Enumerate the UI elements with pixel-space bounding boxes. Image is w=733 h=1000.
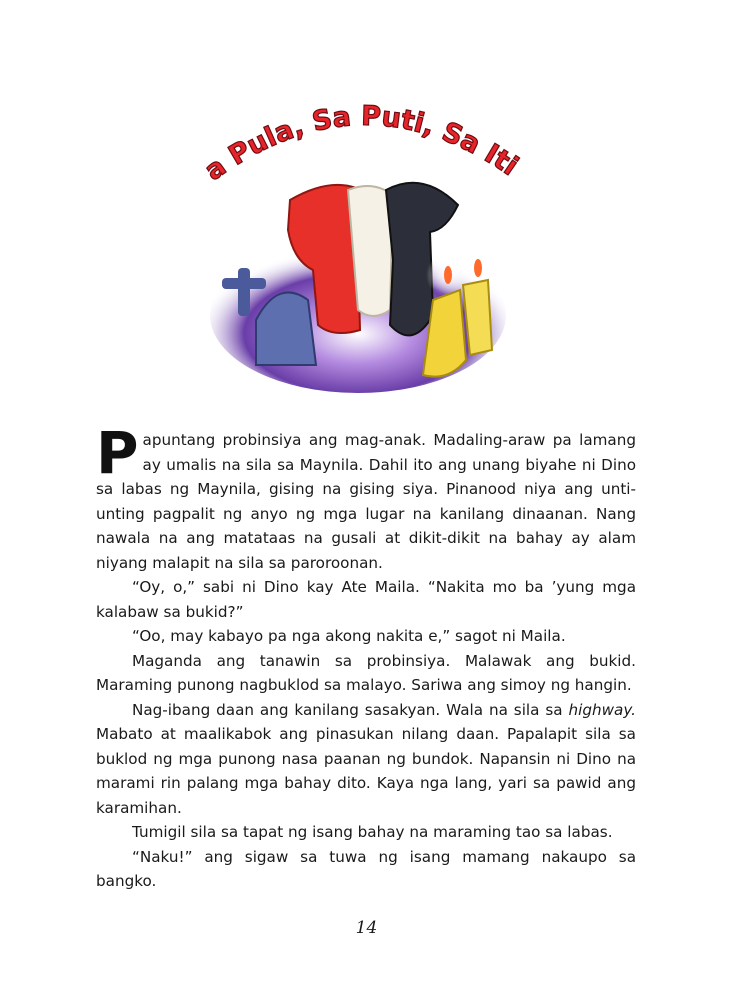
paragraph-text: Maganda ang tanawin sa probinsiya. Malawak ang bukid. Maraming punong nagbuklod sa malayo. Sariwa ang simoy ng hangin. [96, 651, 636, 694]
paragraph [96, 820, 636, 845]
paragraph-text: apuntang probinsiya ang mag-anak. Madaling-araw pa lamang ay umalis na sila sa Maynila. Dahil ito ang unang biyahe ni Dino sa labas ng Maynila, gising na gising siya. Pinanood niya ang unti-unting pagpalit ng anyo ng mga lugar na kanilang dinaanan. Nang nawala na ang matataas na gusali at dikit-dikit na bahay ay alam niyang malapit na sila sa paroroonan. [96, 431, 636, 572]
drop-cap: P [96, 419, 139, 487]
chapter-illustration [208, 150, 508, 395]
paragraph-text: “Oy, o,” sabi ni Dino kay Ate Maila. “Nakita mo ba ’yung mga kalabaw sa bukid?” [96, 578, 636, 621]
paragraph [96, 698, 636, 821]
page-number: 14 [355, 918, 378, 938]
paragraph-text: “Oo, may kabayo pa nga akong nakita e,” sagot ni Maila. [132, 627, 566, 645]
paragraph-text: Nag-ibang daan ang kanilang sasakyan. Wala na sila sa [132, 700, 569, 719]
paragraph-text: Tumigil sila sa tapat ng isang bahay na maraming tao sa labas. [132, 823, 613, 841]
candles-icon [423, 248, 498, 377]
story-text [96, 419, 636, 894]
paragraph [96, 575, 636, 624]
paragraph-text: “Naku!” ang sigaw sa tuwa ng isang mamang nakaupo sa bangko. [96, 847, 636, 890]
paragraph [96, 649, 636, 698]
paragraph [96, 845, 636, 894]
paragraph-text: Mabato at maalikabok ang pinasukan nilang daan. Papalapit sila sa buklod ng mga punong nasa paanan ng bundok. Napansin ni Dino na marami rin palang mga bahay dito. Kaya nga lang, yari sa pawid ang karamihan. [96, 725, 636, 817]
paragraph [96, 624, 636, 649]
chapter-title-text: a Pula, Sa Puti, Sa Iti [199, 100, 524, 188]
italic-word: highway. [568, 700, 636, 719]
paragraph [96, 419, 636, 575]
